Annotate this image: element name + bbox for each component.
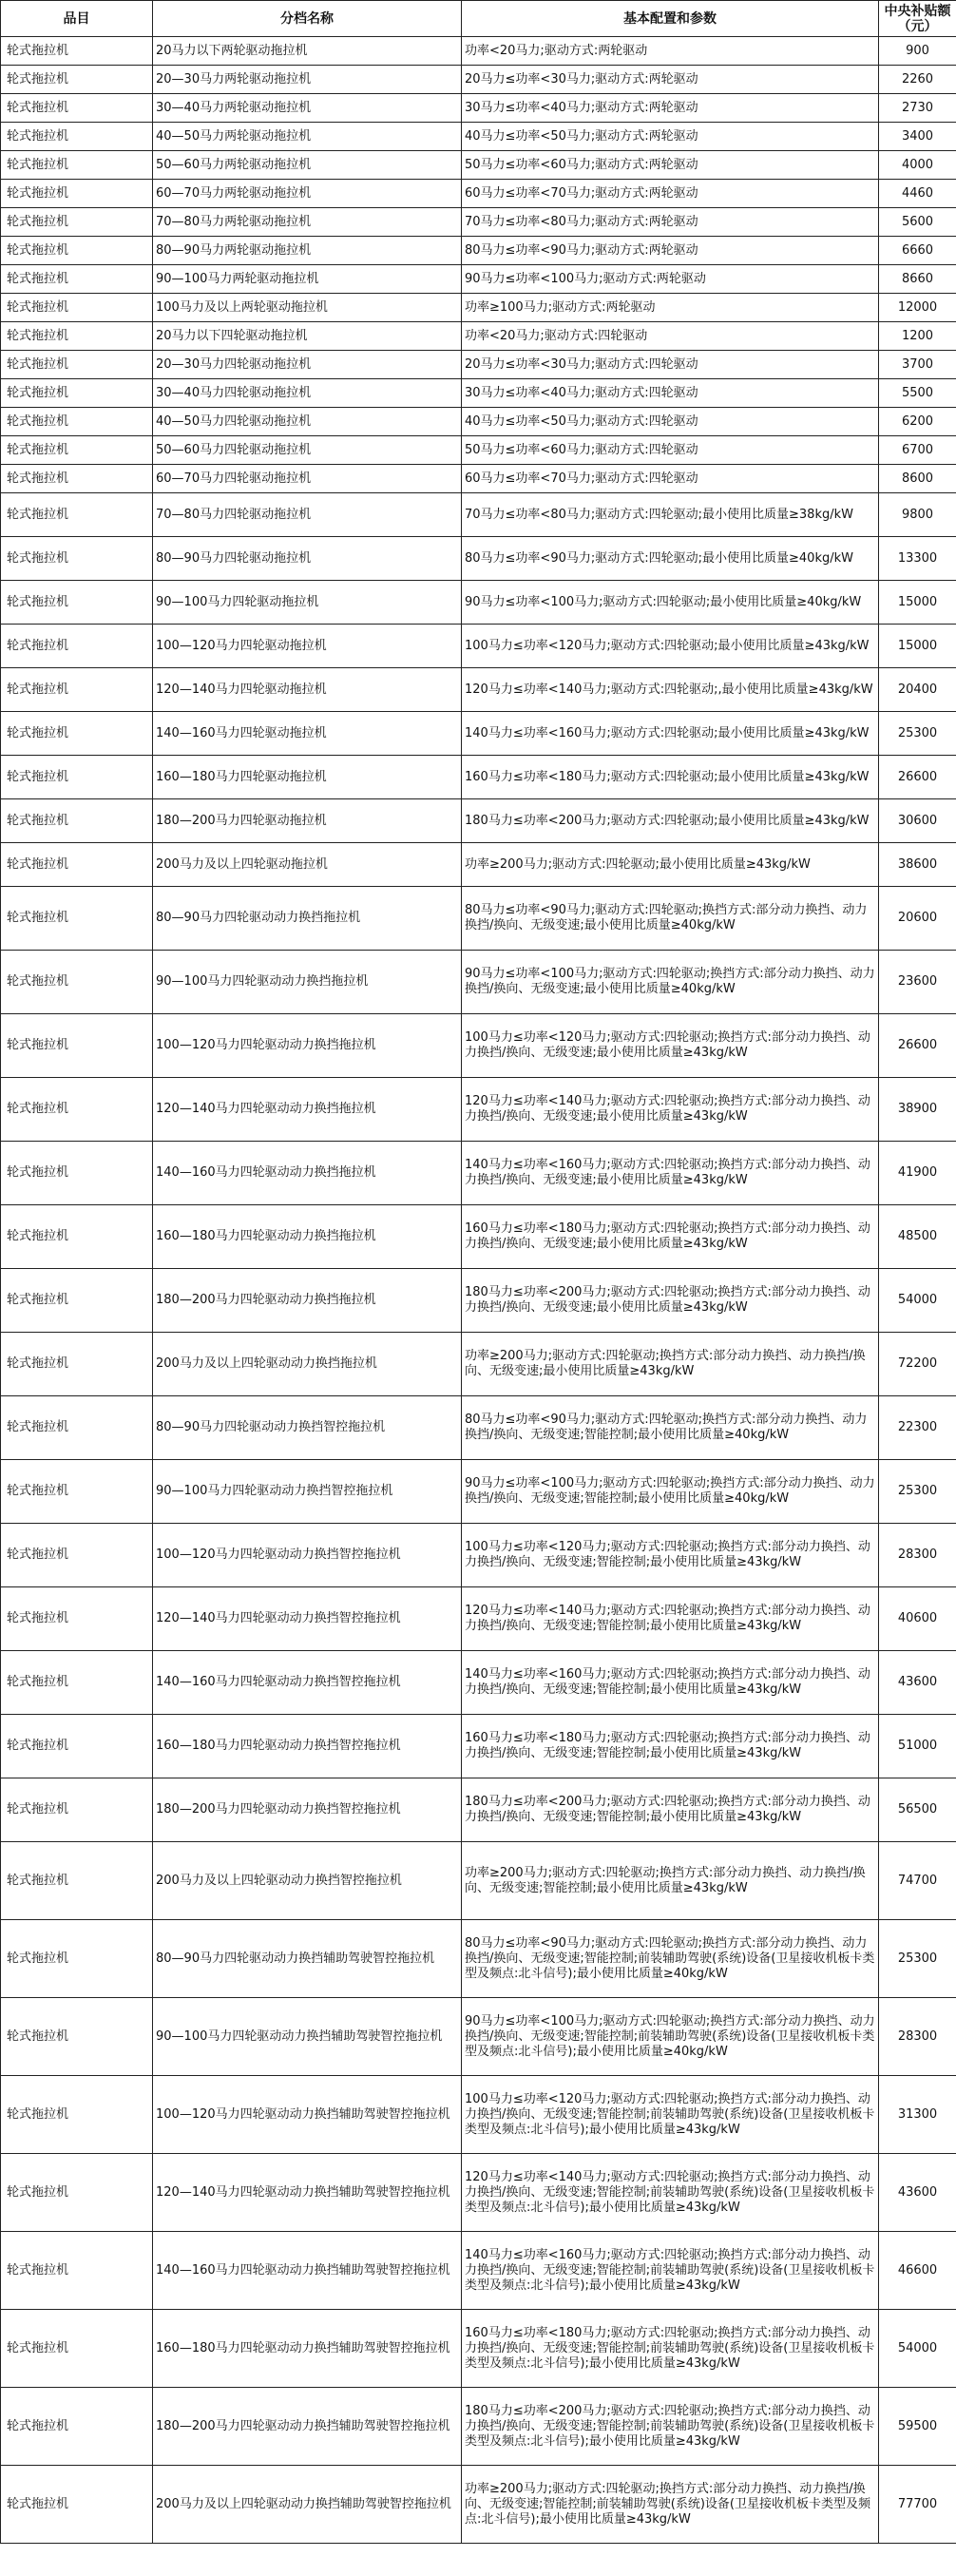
spec-cell: 120马力≤功率<140马力;驱动方式:四轮驱动;,最小使用比质量≥43kg/kW	[462, 668, 879, 712]
spec-cell: 功率≥200马力;驱动方式:四轮驱动;换挡方式:部分动力换挡、动力换挡/换向、无级变速;最小使用比质量≥43kg/kW	[462, 1333, 879, 1396]
subsidy-cell: 74700	[879, 1842, 956, 1920]
name-cell: 120—140马力四轮驱动动力换挡辅助驾驶智控拖拉机	[153, 2154, 462, 2232]
table-row	[1, 208, 956, 237]
spec-cell: 180马力≤功率<200马力;驱动方式:四轮驱动;最小使用比质量≥43kg/kW	[462, 799, 879, 843]
table-row	[1, 2388, 956, 2466]
table-header	[1, 1, 956, 37]
table-row	[1, 712, 956, 756]
subsidy-cell: 72200	[879, 1333, 956, 1396]
name-cell: 30—40马力两轮驱动拖拉机	[153, 94, 462, 123]
name-cell: 160—180马力四轮驱动动力换挡辅助驾驶智控拖拉机	[153, 2310, 462, 2388]
subsidy-cell: 20600	[879, 887, 956, 951]
subsidy-cell: 54000	[879, 2310, 956, 2388]
spec-cell: 60马力≤功率<70马力;驱动方式:四轮驱动	[462, 465, 879, 493]
name-cell: 70—80马力四轮驱动拖拉机	[153, 493, 462, 537]
category-cell: 轮式拖拉机	[1, 1460, 153, 1524]
name-cell: 20马力以下四轮驱动拖拉机	[153, 322, 462, 351]
subsidy-cell: 6660	[879, 237, 956, 265]
subsidy-cell: 28300	[879, 1524, 956, 1587]
spec-cell: 140马力≤功率<160马力;驱动方式:四轮驱动;换挡方式:部分动力换挡、动力换挡/换向、无级变速;智能控制;前装辅助驾驶(系统)设备(卫星接收机板卡类型及频点:北斗信号);最小使用比质量≥43kg/kW	[462, 2232, 879, 2310]
category-cell: 轮式拖拉机	[1, 237, 153, 265]
spec-cell: 160马力≤功率<180马力;驱动方式:四轮驱动;换挡方式:部分动力换挡、动力换挡/换向、无级变速;智能控制;前装辅助驾驶(系统)设备(卫星接收机板卡类型及频点:北斗信号);最小使用比质量≥43kg/kW	[462, 2310, 879, 2388]
category-cell: 轮式拖拉机	[1, 180, 153, 208]
table-row	[1, 94, 956, 123]
subsidy-cell: 13300	[879, 537, 956, 581]
name-cell: 120—140马力四轮驱动动力换挡拖拉机	[153, 1078, 462, 1142]
category-cell: 轮式拖拉机	[1, 408, 153, 436]
name-cell: 100—120马力四轮驱动动力换挡智控拖拉机	[153, 1524, 462, 1587]
category-cell: 轮式拖拉机	[1, 66, 153, 94]
subsidy-cell: 77700	[879, 2466, 956, 2544]
spec-cell: 60马力≤功率<70马力;驱动方式:两轮驱动	[462, 180, 879, 208]
table-row	[1, 2076, 956, 2154]
name-cell: 20—30马力两轮驱动拖拉机	[153, 66, 462, 94]
name-cell: 90—100马力四轮驱动拖拉机	[153, 581, 462, 625]
name-cell: 90—100马力四轮驱动动力换挡辅助驾驶智控拖拉机	[153, 1998, 462, 2076]
category-cell: 轮式拖拉机	[1, 294, 153, 322]
name-cell: 80—90马力四轮驱动动力换挡智控拖拉机	[153, 1396, 462, 1460]
category-cell: 轮式拖拉机	[1, 1587, 153, 1651]
category-cell: 轮式拖拉机	[1, 581, 153, 625]
spec-cell: 30马力≤功率<40马力;驱动方式:两轮驱动	[462, 94, 879, 123]
category-cell: 轮式拖拉机	[1, 625, 153, 668]
table-row	[1, 1078, 956, 1142]
subsidy-cell: 15000	[879, 625, 956, 668]
header-subsidy: 中央补贴额（元）	[879, 1, 956, 37]
category-cell: 轮式拖拉机	[1, 94, 153, 123]
subsidy-cell: 4000	[879, 151, 956, 180]
name-cell: 70—80马力两轮驱动拖拉机	[153, 208, 462, 237]
spec-cell: 140马力≤功率<160马力;驱动方式:四轮驱动;换挡方式:部分动力换挡、动力换挡/换向、无级变速;智能控制;最小使用比质量≥43kg/kW	[462, 1651, 879, 1715]
name-cell: 80—90马力四轮驱动拖拉机	[153, 537, 462, 581]
spec-cell: 100马力≤功率<120马力;驱动方式:四轮驱动;换挡方式:部分动力换挡、动力换挡/换向、无级变速;最小使用比质量≥43kg/kW	[462, 1014, 879, 1078]
subsidy-cell: 48500	[879, 1205, 956, 1269]
header-row	[1, 1, 956, 37]
subsidy-cell: 41900	[879, 1142, 956, 1205]
table-row	[1, 1587, 956, 1651]
name-cell: 120—140马力四轮驱动拖拉机	[153, 668, 462, 712]
subsidy-cell: 4460	[879, 180, 956, 208]
spec-cell: 180马力≤功率<200马力;驱动方式:四轮驱动;换挡方式:部分动力换挡、动力换挡/换向、无级变速;智能控制;最小使用比质量≥43kg/kW	[462, 1778, 879, 1842]
table-row	[1, 951, 956, 1014]
category-cell: 轮式拖拉机	[1, 493, 153, 537]
name-cell: 40—50马力两轮驱动拖拉机	[153, 123, 462, 151]
table-row	[1, 151, 956, 180]
subsidy-cell: 2260	[879, 66, 956, 94]
table-row	[1, 1269, 956, 1333]
subsidy-cell: 15000	[879, 581, 956, 625]
category-cell: 轮式拖拉机	[1, 37, 153, 66]
spec-cell: 功率≥100马力;驱动方式:两轮驱动	[462, 294, 879, 322]
table-row	[1, 294, 956, 322]
table-row	[1, 1205, 956, 1269]
subsidy-cell: 26600	[879, 756, 956, 799]
spec-cell: 功率≥200马力;驱动方式:四轮驱动;换挡方式:部分动力换挡、动力换挡/换向、无级变速;智能控制;最小使用比质量≥43kg/kW	[462, 1842, 879, 1920]
category-cell: 轮式拖拉机	[1, 1778, 153, 1842]
table-row	[1, 1778, 956, 1842]
category-cell: 轮式拖拉机	[1, 208, 153, 237]
subsidy-cell: 1200	[879, 322, 956, 351]
name-cell: 100—120马力四轮驱动动力换挡拖拉机	[153, 1014, 462, 1078]
table-row	[1, 66, 956, 94]
spec-cell: 90马力≤功率<100马力;驱动方式:四轮驱动;换挡方式:部分动力换挡、动力换挡/换向、无级变速;最小使用比质量≥40kg/kW	[462, 951, 879, 1014]
spec-cell: 100马力≤功率<120马力;驱动方式:四轮驱动;最小使用比质量≥43kg/kW	[462, 625, 879, 668]
subsidy-cell: 8660	[879, 265, 956, 294]
category-cell: 轮式拖拉机	[1, 123, 153, 151]
name-cell: 100马力及以上两轮驱动拖拉机	[153, 294, 462, 322]
table-row	[1, 799, 956, 843]
name-cell: 20—30马力四轮驱动拖拉机	[153, 351, 462, 379]
spec-cell: 80马力≤功率<90马力;驱动方式:四轮驱动;换挡方式:部分动力换挡、动力换挡/换向、无级变速;智能控制;最小使用比质量≥40kg/kW	[462, 1396, 879, 1460]
name-cell: 180—200马力四轮驱动动力换挡拖拉机	[153, 1269, 462, 1333]
subsidy-cell: 12000	[879, 294, 956, 322]
category-cell: 轮式拖拉机	[1, 1998, 153, 2076]
category-cell: 轮式拖拉机	[1, 1524, 153, 1587]
table-row	[1, 265, 956, 294]
table-row	[1, 1460, 956, 1524]
subsidy-cell: 3400	[879, 123, 956, 151]
subsidy-cell: 25300	[879, 1460, 956, 1524]
spec-cell: 140马力≤功率<160马力;驱动方式:四轮驱动;最小使用比质量≥43kg/kW	[462, 712, 879, 756]
table-row	[1, 843, 956, 887]
name-cell: 140—160马力四轮驱动动力换挡辅助驾驶智控拖拉机	[153, 2232, 462, 2310]
table-row	[1, 2466, 956, 2544]
category-cell: 轮式拖拉机	[1, 537, 153, 581]
spec-cell: 20马力≤功率<30马力;驱动方式:两轮驱动	[462, 66, 879, 94]
spec-cell: 功率≥200马力;驱动方式:四轮驱动;最小使用比质量≥43kg/kW	[462, 843, 879, 887]
table-row	[1, 436, 956, 465]
subsidy-cell: 25300	[879, 712, 956, 756]
subsidy-cell: 5500	[879, 379, 956, 408]
table-row	[1, 322, 956, 351]
table-row	[1, 379, 956, 408]
table-row	[1, 1524, 956, 1587]
name-cell: 60—70马力两轮驱动拖拉机	[153, 180, 462, 208]
name-cell: 160—180马力四轮驱动拖拉机	[153, 756, 462, 799]
category-cell: 轮式拖拉机	[1, 1333, 153, 1396]
subsidy-cell: 43600	[879, 2154, 956, 2232]
spec-cell: 90马力≤功率<100马力;驱动方式:四轮驱动;换挡方式:部分动力换挡、动力换挡/换向、无级变速;智能控制;最小使用比质量≥40kg/kW	[462, 1460, 879, 1524]
spec-cell: 30马力≤功率<40马力;驱动方式:四轮驱动	[462, 379, 879, 408]
table-row	[1, 668, 956, 712]
category-cell: 轮式拖拉机	[1, 265, 153, 294]
category-cell: 轮式拖拉机	[1, 1396, 153, 1460]
name-cell: 200马力及以上四轮驱动动力换挡拖拉机	[153, 1333, 462, 1396]
spec-cell: 70马力≤功率<80马力;驱动方式:两轮驱动	[462, 208, 879, 237]
name-cell: 180—200马力四轮驱动拖拉机	[153, 799, 462, 843]
name-cell: 80—90马力四轮驱动动力换挡辅助驾驶智控拖拉机	[153, 1920, 462, 1998]
subsidy-cell: 3700	[879, 351, 956, 379]
spec-cell: 90马力≤功率<100马力;驱动方式:四轮驱动;换挡方式:部分动力换挡、动力换挡/换向、无级变速;智能控制;前装辅助驾驶(系统)设备(卫星接收机板卡类型及频点:北斗信号);最小使用比质量≥40kg/kW	[462, 1998, 879, 2076]
table-row	[1, 1998, 956, 2076]
category-cell: 轮式拖拉机	[1, 2388, 153, 2466]
spec-cell: 功率<20马力;驱动方式:两轮驱动	[462, 37, 879, 66]
subsidy-cell: 900	[879, 37, 956, 66]
subsidy-cell: 46600	[879, 2232, 956, 2310]
subsidy-cell: 40600	[879, 1587, 956, 1651]
spec-cell: 功率<20马力;驱动方式:四轮驱动	[462, 322, 879, 351]
table-row	[1, 1142, 956, 1205]
spec-cell: 40马力≤功率<50马力;驱动方式:两轮驱动	[462, 123, 879, 151]
table-row	[1, 537, 956, 581]
name-cell: 140—160马力四轮驱动动力换挡拖拉机	[153, 1142, 462, 1205]
subsidy-cell: 31300	[879, 2076, 956, 2154]
name-cell: 120—140马力四轮驱动动力换挡智控拖拉机	[153, 1587, 462, 1651]
subsidy-cell: 6700	[879, 436, 956, 465]
category-cell: 轮式拖拉机	[1, 351, 153, 379]
spec-cell: 160马力≤功率<180马力;驱动方式:四轮驱动;换挡方式:部分动力换挡、动力换挡/换向、无级变速;智能控制;最小使用比质量≥43kg/kW	[462, 1715, 879, 1778]
name-cell: 90—100马力四轮驱动动力换挡拖拉机	[153, 951, 462, 1014]
category-cell: 轮式拖拉机	[1, 151, 153, 180]
category-cell: 轮式拖拉机	[1, 799, 153, 843]
category-cell: 轮式拖拉机	[1, 668, 153, 712]
name-cell: 20马力以下两轮驱动拖拉机	[153, 37, 462, 66]
name-cell: 50—60马力四轮驱动拖拉机	[153, 436, 462, 465]
table-row	[1, 123, 956, 151]
table-row	[1, 2232, 956, 2310]
table-row	[1, 1920, 956, 1998]
header-spec: 基本配置和参数	[462, 1, 879, 37]
name-cell: 90—100马力四轮驱动动力换挡智控拖拉机	[153, 1460, 462, 1524]
name-cell: 160—180马力四轮驱动动力换挡智控拖拉机	[153, 1715, 462, 1778]
spec-cell: 120马力≤功率<140马力;驱动方式:四轮驱动;换挡方式:部分动力换挡、动力换挡/换向、无级变速;智能控制;最小使用比质量≥43kg/kW	[462, 1587, 879, 1651]
table-row	[1, 237, 956, 265]
subsidy-cell: 51000	[879, 1715, 956, 1778]
table-row	[1, 180, 956, 208]
subsidy-cell: 30600	[879, 799, 956, 843]
name-cell: 180—200马力四轮驱动动力换挡智控拖拉机	[153, 1778, 462, 1842]
subsidy-cell: 20400	[879, 668, 956, 712]
name-cell: 160—180马力四轮驱动动力换挡拖拉机	[153, 1205, 462, 1269]
spec-cell: 180马力≤功率<200马力;驱动方式:四轮驱动;换挡方式:部分动力换挡、动力换挡/换向、无级变速;最小使用比质量≥43kg/kW	[462, 1269, 879, 1333]
category-cell: 轮式拖拉机	[1, 2310, 153, 2388]
subsidy-cell: 5600	[879, 208, 956, 237]
subsidy-cell: 6200	[879, 408, 956, 436]
table-row	[1, 493, 956, 537]
spec-cell: 50马力≤功率<60马力;驱动方式:四轮驱动	[462, 436, 879, 465]
subsidy-cell: 25300	[879, 1920, 956, 1998]
name-cell: 40—50马力四轮驱动拖拉机	[153, 408, 462, 436]
table-row	[1, 1842, 956, 1920]
table-body	[1, 37, 956, 2544]
table-row	[1, 625, 956, 668]
subsidy-cell: 8600	[879, 465, 956, 493]
category-cell: 轮式拖拉机	[1, 465, 153, 493]
category-cell: 轮式拖拉机	[1, 712, 153, 756]
table-row	[1, 37, 956, 66]
subsidy-cell: 23600	[879, 951, 956, 1014]
spec-cell: 功率≥200马力;驱动方式:四轮驱动;换挡方式:部分动力换挡、动力换挡/换向、无级变速;智能控制;前装辅助驾驶(系统)设备(卫星接收机板卡类型及频点:北斗信号);最小使用比质量≥43kg/kW	[462, 2466, 879, 2544]
table-row	[1, 1651, 956, 1715]
name-cell: 200马力及以上四轮驱动动力换挡智控拖拉机	[153, 1842, 462, 1920]
spec-cell: 160马力≤功率<180马力;驱动方式:四轮驱动;换挡方式:部分动力换挡、动力换挡/换向、无级变速;最小使用比质量≥43kg/kW	[462, 1205, 879, 1269]
subsidy-cell: 26600	[879, 1014, 956, 1078]
category-cell: 轮式拖拉机	[1, 1269, 153, 1333]
name-cell: 140—160马力四轮驱动动力换挡智控拖拉机	[153, 1651, 462, 1715]
category-cell: 轮式拖拉机	[1, 2466, 153, 2544]
subsidy-cell: 59500	[879, 2388, 956, 2466]
spec-cell: 80马力≤功率<90马力;驱动方式:四轮驱动;换挡方式:部分动力换挡、动力换挡/换向、无级变速;最小使用比质量≥40kg/kW	[462, 887, 879, 951]
spec-cell: 90马力≤功率<100马力;驱动方式:两轮驱动	[462, 265, 879, 294]
table-row	[1, 351, 956, 379]
spec-cell: 80马力≤功率<90马力;驱动方式:四轮驱动;换挡方式:部分动力换挡、动力换挡/换向、无级变速;智能控制;前装辅助驾驶(系统)设备(卫星接收机板卡类型及频点:北斗信号);最小使用比质量≥40kg/kW	[462, 1920, 879, 1998]
subsidy-cell: 54000	[879, 1269, 956, 1333]
name-cell: 30—40马力四轮驱动拖拉机	[153, 379, 462, 408]
category-cell: 轮式拖拉机	[1, 1014, 153, 1078]
table-row	[1, 581, 956, 625]
subsidy-cell: 22300	[879, 1396, 956, 1460]
table-row	[1, 1014, 956, 1078]
name-cell: 100—120马力四轮驱动拖拉机	[153, 625, 462, 668]
subsidy-cell: 38600	[879, 843, 956, 887]
spec-cell: 100马力≤功率<120马力;驱动方式:四轮驱动;换挡方式:部分动力换挡、动力换挡/换向、无级变速;智能控制;前装辅助驾驶(系统)设备(卫星接收机板卡类型及频点:北斗信号);最小使用比质量≥43kg/kW	[462, 2076, 879, 2154]
category-cell: 轮式拖拉机	[1, 322, 153, 351]
subsidy-cell: 38900	[879, 1078, 956, 1142]
spec-cell: 40马力≤功率<50马力;驱动方式:四轮驱动	[462, 408, 879, 436]
spec-cell: 70马力≤功率<80马力;驱动方式:四轮驱动;最小使用比质量≥38kg/kW	[462, 493, 879, 537]
spec-cell: 100马力≤功率<120马力;驱动方式:四轮驱动;换挡方式:部分动力换挡、动力换挡/换向、无级变速;智能控制;最小使用比质量≥43kg/kW	[462, 1524, 879, 1587]
table-row	[1, 1715, 956, 1778]
table-row	[1, 2154, 956, 2232]
category-cell: 轮式拖拉机	[1, 436, 153, 465]
header-category: 品目	[1, 1, 153, 37]
name-cell: 80—90马力四轮驱动动力换挡拖拉机	[153, 887, 462, 951]
category-cell: 轮式拖拉机	[1, 1142, 153, 1205]
name-cell: 200马力及以上四轮驱动拖拉机	[153, 843, 462, 887]
category-cell: 轮式拖拉机	[1, 1920, 153, 1998]
name-cell: 180—200马力四轮驱动动力换挡辅助驾驶智控拖拉机	[153, 2388, 462, 2466]
category-cell: 轮式拖拉机	[1, 2154, 153, 2232]
spec-cell: 20马力≤功率<30马力;驱动方式:四轮驱动	[462, 351, 879, 379]
table-row	[1, 887, 956, 951]
category-cell: 轮式拖拉机	[1, 1205, 153, 1269]
subsidy-cell: 2730	[879, 94, 956, 123]
name-cell: 140—160马力四轮驱动拖拉机	[153, 712, 462, 756]
category-cell: 轮式拖拉机	[1, 1842, 153, 1920]
table-row	[1, 2310, 956, 2388]
name-cell: 90—100马力两轮驱动拖拉机	[153, 265, 462, 294]
spec-cell: 90马力≤功率<100马力;驱动方式:四轮驱动;最小使用比质量≥40kg/kW	[462, 581, 879, 625]
table-row	[1, 465, 956, 493]
category-cell: 轮式拖拉机	[1, 887, 153, 951]
category-cell: 轮式拖拉机	[1, 951, 153, 1014]
category-cell: 轮式拖拉机	[1, 843, 153, 887]
spec-cell: 120马力≤功率<140马力;驱动方式:四轮驱动;换挡方式:部分动力换挡、动力换挡/换向、无级变速;最小使用比质量≥43kg/kW	[462, 1078, 879, 1142]
table-row	[1, 408, 956, 436]
spec-cell: 140马力≤功率<160马力;驱动方式:四轮驱动;换挡方式:部分动力换挡、动力换挡/换向、无级变速;最小使用比质量≥43kg/kW	[462, 1142, 879, 1205]
spec-cell: 80马力≤功率<90马力;驱动方式:四轮驱动;最小使用比质量≥40kg/kW	[462, 537, 879, 581]
category-cell: 轮式拖拉机	[1, 2232, 153, 2310]
table-row	[1, 1333, 956, 1396]
category-cell: 轮式拖拉机	[1, 1078, 153, 1142]
table-row	[1, 756, 956, 799]
subsidy-cell: 43600	[879, 1651, 956, 1715]
table-row	[1, 1396, 956, 1460]
subsidy-cell: 56500	[879, 1778, 956, 1842]
spec-cell: 80马力≤功率<90马力;驱动方式:两轮驱动	[462, 237, 879, 265]
name-cell: 60—70马力四轮驱动拖拉机	[153, 465, 462, 493]
spec-cell: 180马力≤功率<200马力;驱动方式:四轮驱动;换挡方式:部分动力换挡、动力换挡/换向、无级变速;智能控制;前装辅助驾驶(系统)设备(卫星接收机板卡类型及频点:北斗信号);最小使用比质量≥43kg/kW	[462, 2388, 879, 2466]
category-cell: 轮式拖拉机	[1, 756, 153, 799]
category-cell: 轮式拖拉机	[1, 1715, 153, 1778]
name-cell: 80—90马力两轮驱动拖拉机	[153, 237, 462, 265]
spec-cell: 160马力≤功率<180马力;驱动方式:四轮驱动;最小使用比质量≥43kg/kW	[462, 756, 879, 799]
spec-cell: 50马力≤功率<60马力;驱动方式:两轮驱动	[462, 151, 879, 180]
spec-cell: 120马力≤功率<140马力;驱动方式:四轮驱动;换挡方式:部分动力换挡、动力换挡/换向、无级变速;智能控制;前装辅助驾驶(系统)设备(卫星接收机板卡类型及频点:北斗信号);最小使用比质量≥43kg/kW	[462, 2154, 879, 2232]
category-cell: 轮式拖拉机	[1, 1651, 153, 1715]
header-name: 分档名称	[153, 1, 462, 37]
category-cell: 轮式拖拉机	[1, 2076, 153, 2154]
subsidy-cell: 28300	[879, 1998, 956, 2076]
category-cell: 轮式拖拉机	[1, 379, 153, 408]
name-cell: 100—120马力四轮驱动动力换挡辅助驾驶智控拖拉机	[153, 2076, 462, 2154]
name-cell: 200马力及以上四轮驱动动力换挡辅助驾驶智控拖拉机	[153, 2466, 462, 2544]
subsidy-cell: 9800	[879, 493, 956, 537]
name-cell: 50—60马力两轮驱动拖拉机	[153, 151, 462, 180]
